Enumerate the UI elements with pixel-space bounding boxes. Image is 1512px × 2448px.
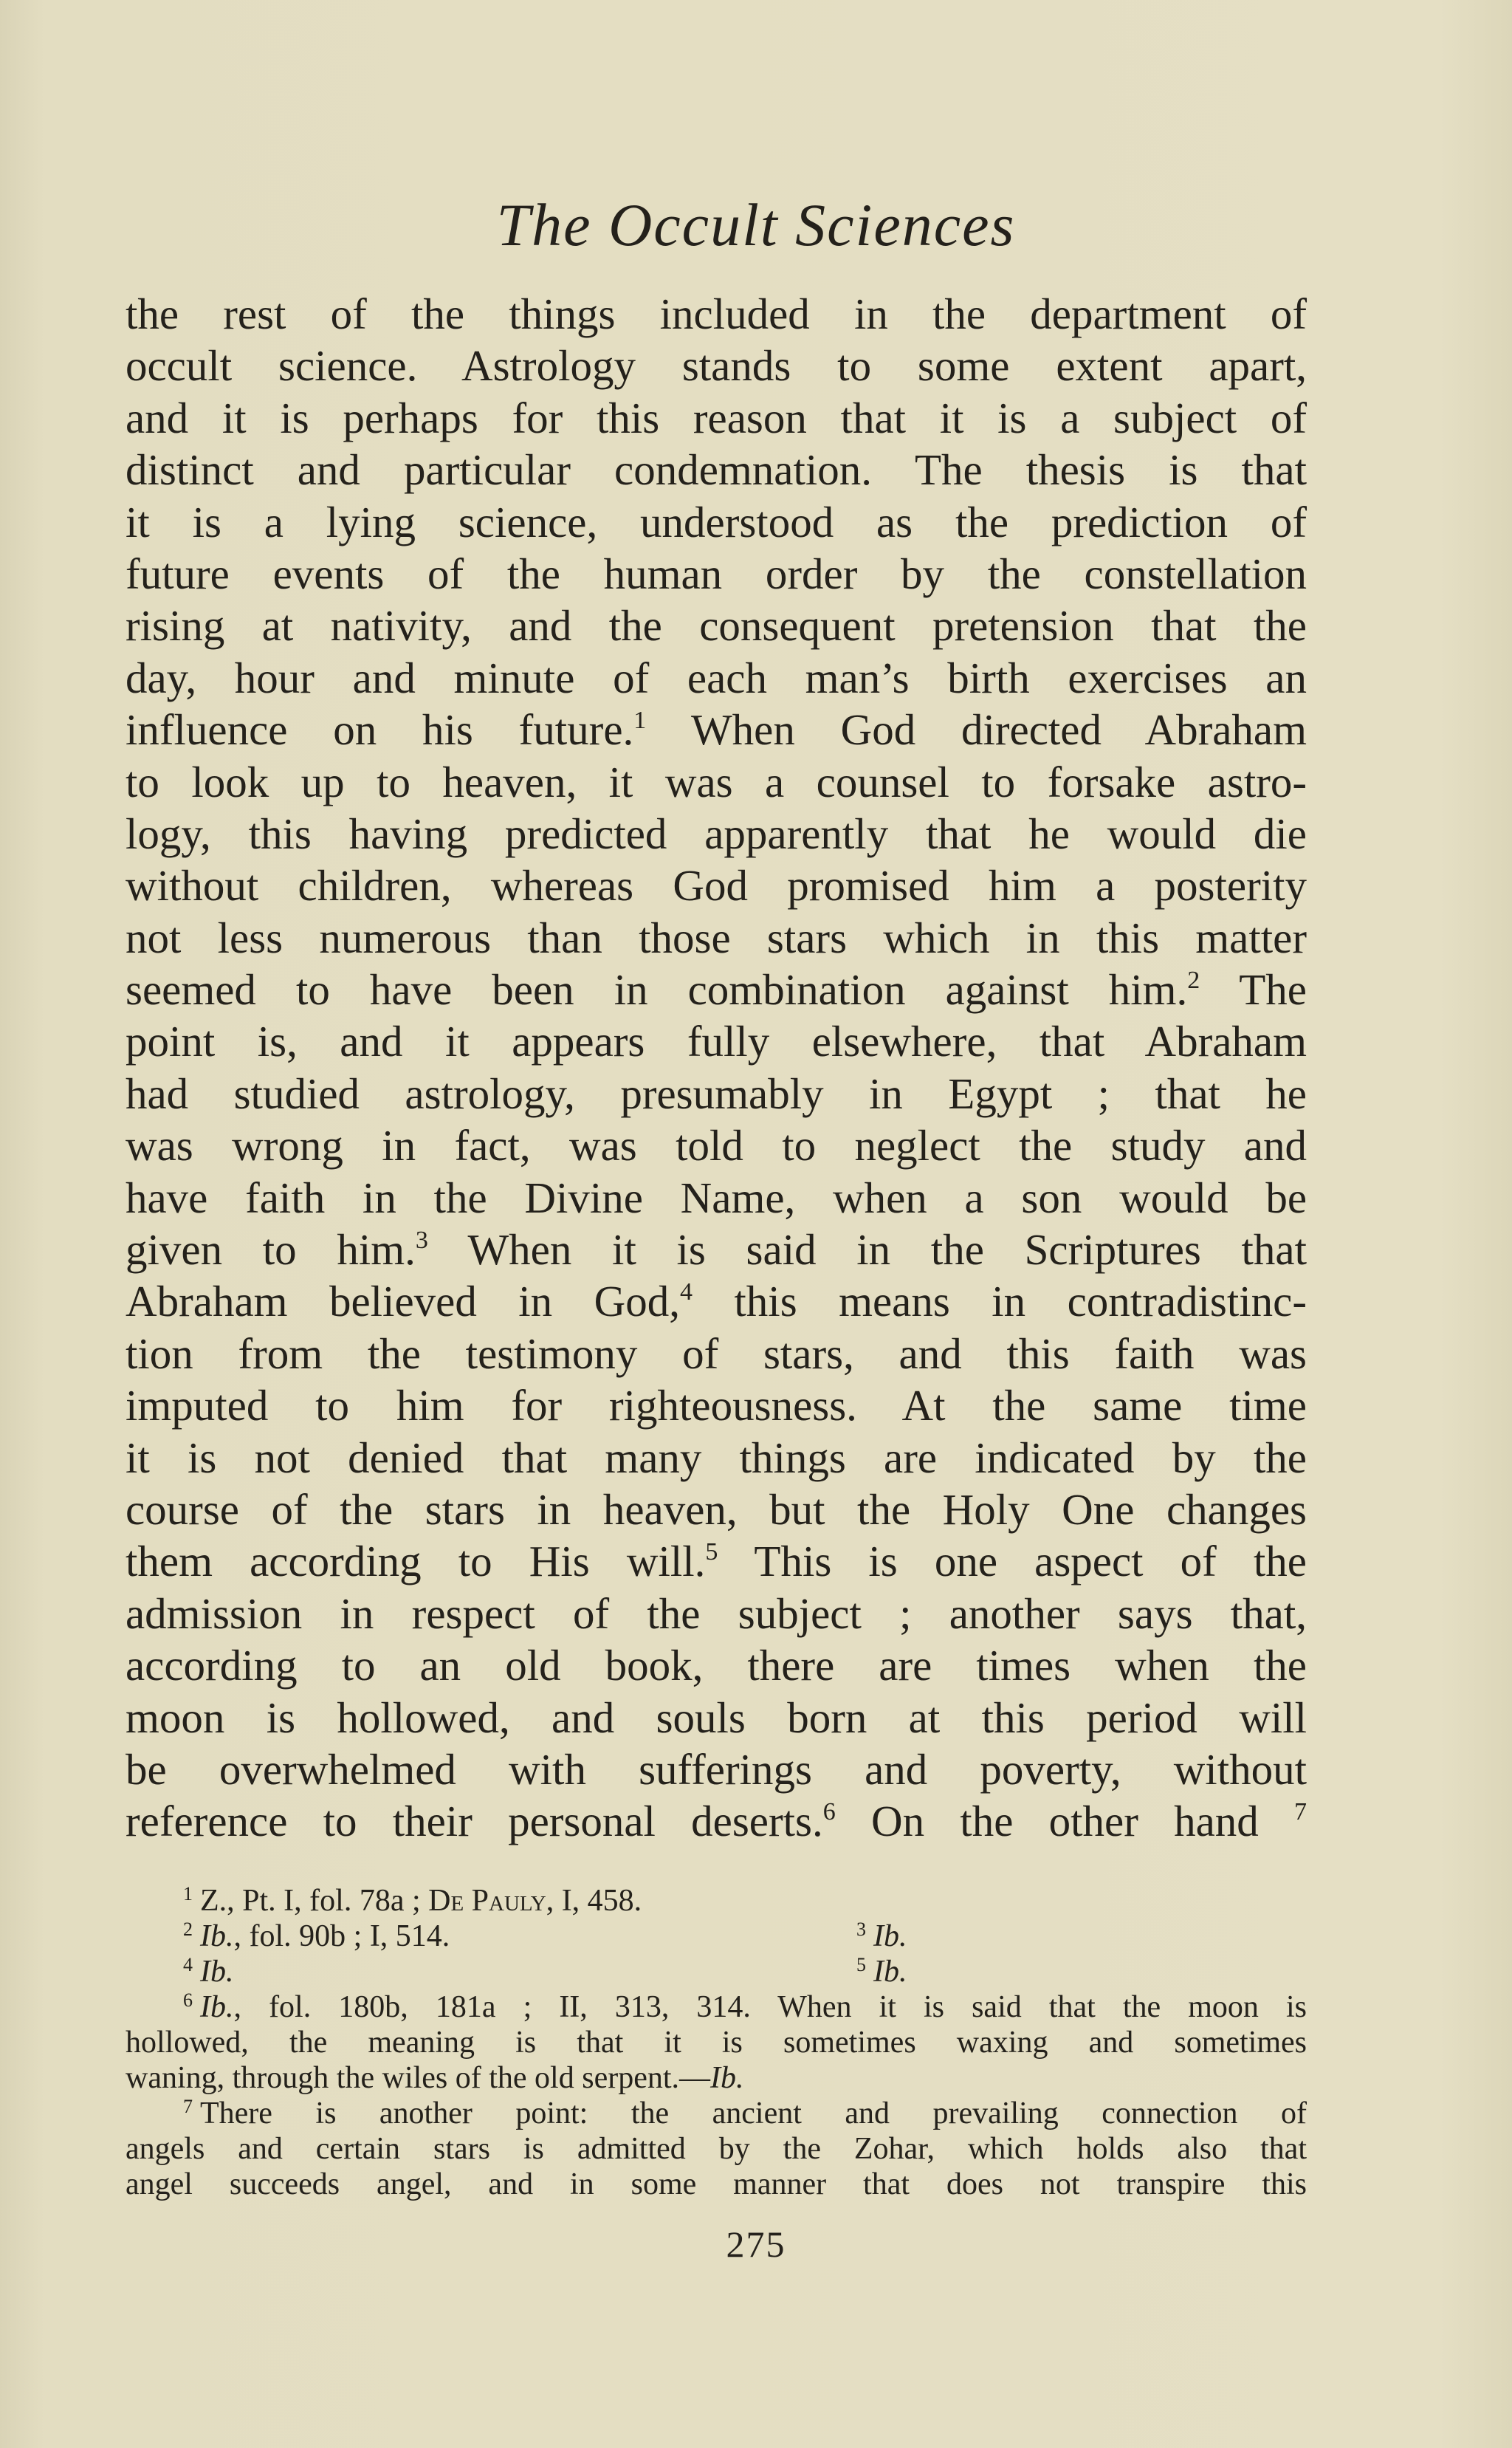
footnote-reference: 6 [822,1798,836,1826]
text-line: have faith in the Divine Name, when a son would be [126,1173,1307,1222]
text-line: tion from the testimony of stars, and this faith was [126,1328,1307,1378]
text-line: course of the stars in heaven, but the Holy One changes [126,1484,1307,1534]
footnote-marker: 1 [183,1883,193,1904]
footnote-7-cont: angels and certain stars is admitted by the Zohar, which holds also that [126,2132,1307,2166]
text-line: was wrong in fact, was told to neglect the study and [126,1121,1307,1170]
text-line: day, hour and minute of each man’s birth exercises an [126,653,1307,702]
text-line: moon is hollowed, and souls born at this period will [126,1693,1307,1742]
footnotes [126,1883,1307,2202]
footnote-reference: 4 [679,1278,693,1306]
text-line: Abraham believed in God,$^4$ this means in contradistinc- [126,1277,1307,1326]
text-line: future events of the human order by the constellation [126,549,1307,598]
text-line: to look up to heaven, it was a counsel to forsake astro- [126,757,1307,806]
footnote-6-end: waning, through the wiles of the old serpent.—Ib. [126,2061,744,2095]
text-line: point is, and it appears fully elsewhere, that Abraham [126,1017,1307,1066]
footnote-4: $^4$ Ib. [183,1954,234,1989]
footnote-6: $^6$ Ib., fol. 180b, 181a ; II, 313, 314. When it is said that the moon is [183,1989,1307,2024]
text-line: logy, this having predicted apparently that he would die [126,809,1307,858]
text-line: influence on his future.$^1$ When God directed Abraham [126,705,1307,755]
text-line: rising at nativity, and the consequent pretension that the [126,601,1307,651]
running-title: The Occult Sciences [496,191,1016,258]
footnote-reference: 3 [415,1227,428,1255]
text-line: not less numerous than those stars which in this matter [126,913,1307,962]
footnote-row-2-3 [126,1919,1307,1954]
text-line: without children, whereas God promised him a posterity [126,861,1307,911]
text-line: them according to His will.$^5$ This is one aspect of the [126,1537,1307,1586]
footnote-reference: 5 [705,1538,718,1566]
footnote-6-cont: hollowed, the meaning is that it is sometimes waxing and sometimes [126,2026,1307,2060]
footnote-3: $^3$ Ib. [856,1919,907,1953]
text-line: it is a lying science, understood as the prediction of [126,497,1307,546]
footnote-row-4-5 [126,1954,1307,1989]
footnote-7: $^7$ There is another point: the ancient and prevailing connection of [183,2096,1307,2130]
text-line: the rest of the things included in the department of [126,289,1307,338]
text-line: reference to their personal deserts.$^6$ On the other hand $^7$ [126,1797,1307,1846]
page-number: 275 [726,2224,786,2265]
footnote-reference: 7 [1293,1798,1307,1826]
text-line: given to him.$^3$ When it is said in the Scriptures that [126,1225,1307,1275]
text-line: imputed to him for righteousness. At the same time [126,1381,1307,1430]
footnote-reference: 1 [633,707,647,735]
text-line: had studied astrology, presumably in Egypt ; that he [126,1069,1307,1118]
text-line: it is not denied that many things are indicated by the [126,1433,1307,1482]
footnote-1: $^1$ Z., Pt. I, fol. 78a ; De Pauly, I, 458. [183,1883,642,1918]
text-line: distinct and particular condemnation. The thesis is that [126,445,1307,495]
text-line: and it is perhaps for this reason that it is a subject of [126,393,1307,442]
footnote-reference: 2 [1187,967,1200,995]
text-line: occult science. Astrology stands to some extent apart, [126,341,1307,391]
body-text [126,288,1307,1848]
text-line: according to an old book, there are times when the [126,1641,1307,1690]
footnote-7-cont: angel succeeds angel, and in some manner that does not transpire this [126,2167,1307,2201]
text-line: admission in respect of the subject ; another says that, [126,1588,1307,1638]
footnote-2: $^2$ Ib., fol. 90b ; I, 514. [183,1919,450,1953]
text-line: be overwhelmed with sufferings and poverty, without [126,1744,1307,1794]
text-line: seemed to have been in combination against him.$^2$ The [126,965,1307,1015]
footnote-5: $^5$ Ib. [856,1954,907,1989]
